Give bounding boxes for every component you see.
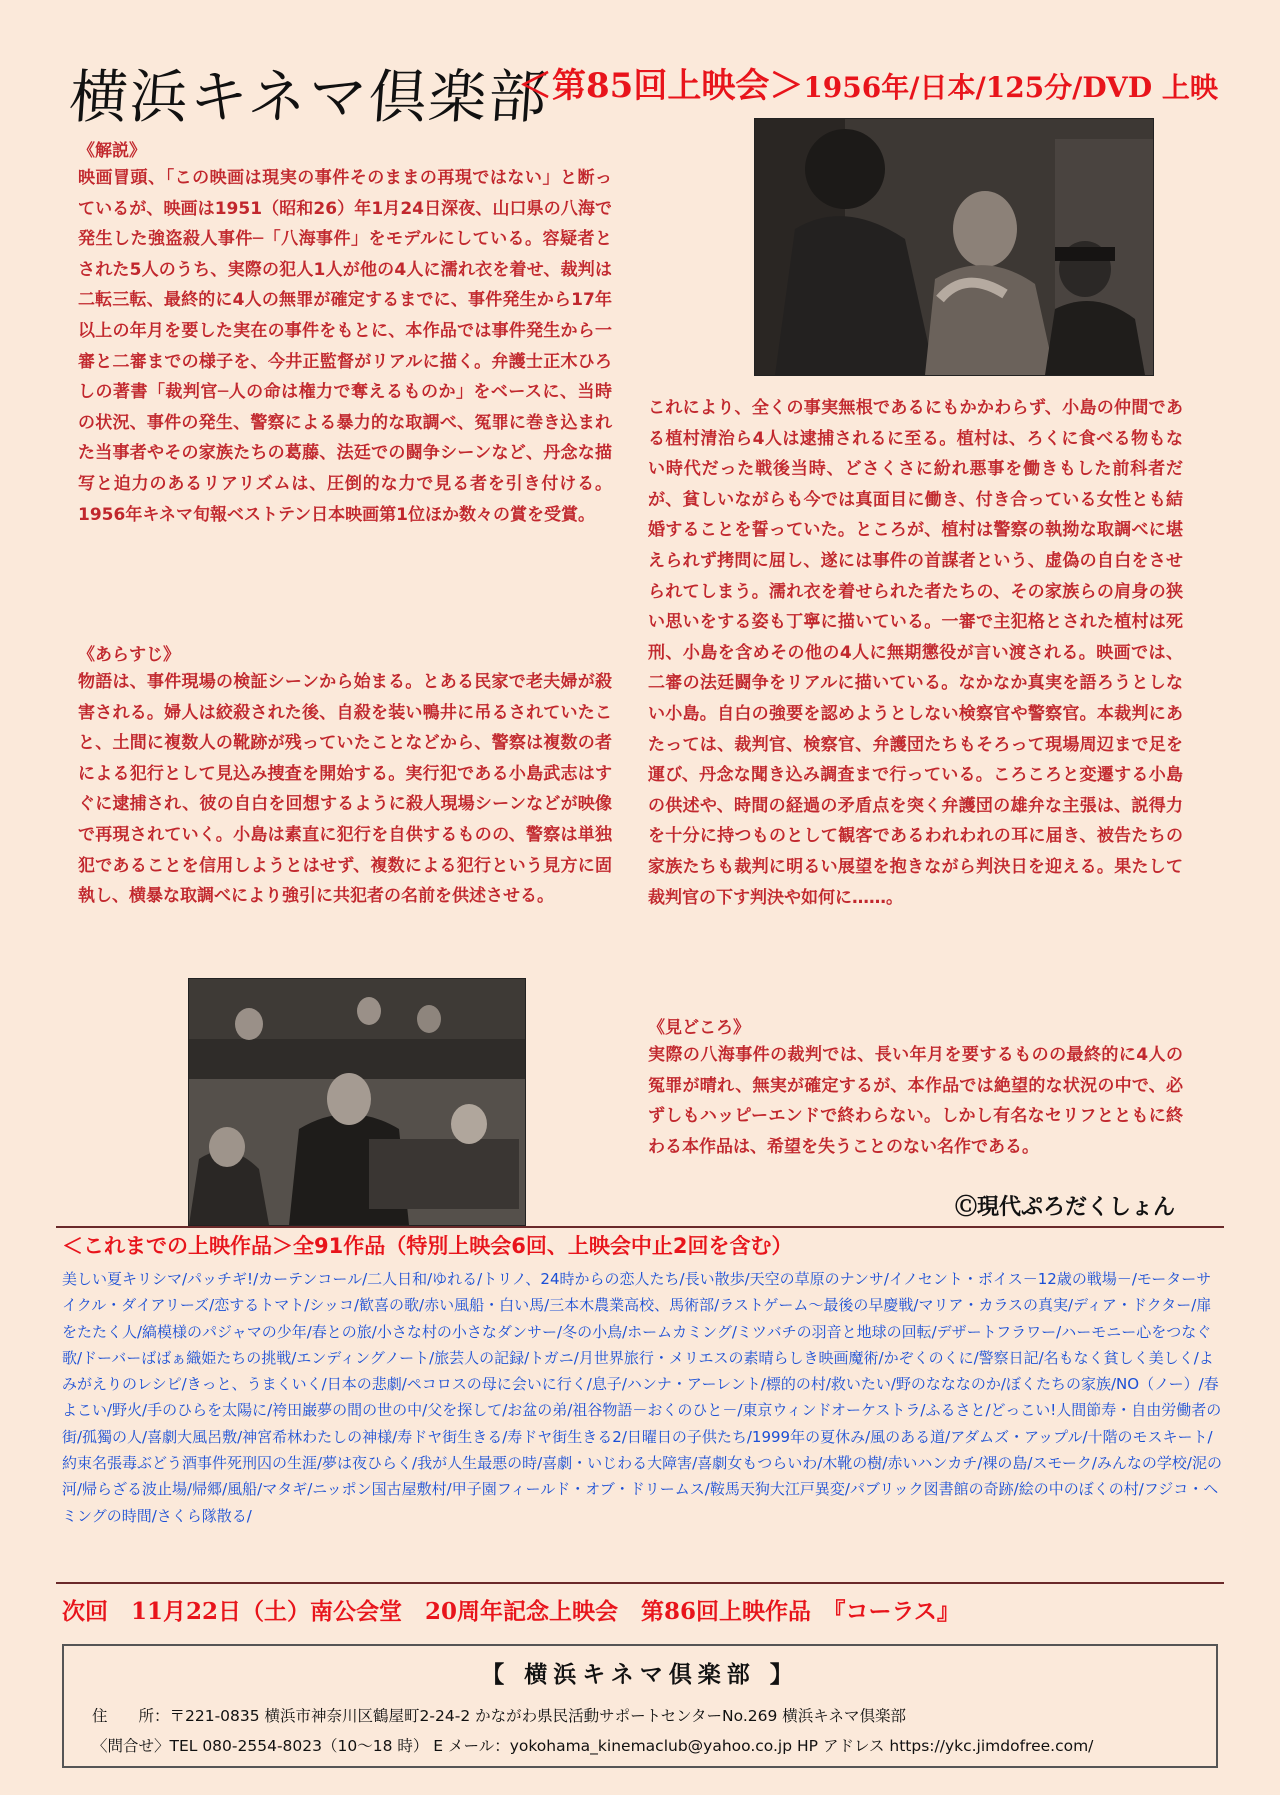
copyright-notice: Ⓒ現代ぷろだくしょん [955,1195,1176,1220]
midokoro-text: 実際の八海事件の裁判では、長い年月を要するものの最終的に4人の冤罪が晴れ、無実が確定するが、本作品では絶望的な状況の中で、必ずしもハッピーエンドで終わらない。しかし有名なセリフとともに終わる本作品は、希望を失うことのない名作である。 [648,1045,1183,1157]
contact-address: 住 所：〒221-0835 横浜市神奈川区鶴屋町2-24-2 かながわ県民活動サポートセンターNo.269 横浜キネマ倶楽部 [92,1707,906,1725]
kaisetsu-text: 映画冒頭、「この映画は現実の事件そのままの再現ではない」と断っているが、映画は1951（昭和26）年1月24日深夜、山口県の八海で発生した強盗殺人事件─「八海事件」をモデルにしている。容疑者とされた5人のうち、実際の犯人1人が他の4人に濡れ衣を着せ、裁判は二転三転、最終的に4人の無罪が確定するまでに、事件発生から17年以上の年月を要した実在の事件をもとに、本作品では事件発生から一審と二審までの様子を、今井正監督がリアルに描く。弁護士正木ひろしの著書「裁判官─人の命は権力で奪えるものか」をベースに、当時の状況、事件の発生、警察による暴力的な取調べ、冤罪に巻き込まれた当事者やその家族たちの葛藤、法廷での闘争シーンなど、丹念な描写と迫力のあるリアリズムは、圧倒的な力で見る者を引き付ける。1956年キネマ旬報ベストテン日本映画第1位ほか数々の賞を受賞。 [78,168,612,525]
screening-title [518,58,1218,107]
section-heading-kaisetsu: 《解説》 [78,141,146,161]
section-heading-midokoro: 《見どころ》 [648,1018,750,1038]
arasuji-text: 物語は、事件現場の検証シーンから始まる。とある民家で老夫婦が殺害される。婦人は絞殺された後、自殺を装い鴨井に吊るされていたこと、土間に複数人の靴跡が残っていたことなどから、警察は複数の者による犯行として見込み捜査を開始する。実行犯である小島武志はすぐに逮捕され、彼の自白を回想するように殺人現場シーンなどが映像で再現されていく。小島は素直に犯行を自供するものの、警察は単独犯であることを信用しようとはせず、複数による犯行という見方に固執し、横暴な取調べにより強引に共犯者の名前を供述させる。 [78,672,612,907]
section-heading-arasuji: 《あらすじ》 [78,645,180,665]
story-continuation-text: これにより、全くの事実無根であるにもかかわらず、小島の仲間である植村清治ら4人は逮捕されるに至る。植村は、ろくに食べる物もない時代だった戦後当時、どさくさに紛れ悪事を働きもした前科者だが、貧しいながらも今では真面目に働き、付き合っている女性とも結婚することを誓っていた。ところが、植村は警察の執拗な取調べに堪えられず拷問に屈し、遂には事件の首謀者という、虚偽の自白をさせられてしまう。濡れ衣を着せられた者たちの、その家族らの肩身の狭い思いをする姿も丁寧に描いている。一審で主犯格とされた植村は死刑、小島を含めその他の4人に無期懲役が言い渡される。映画では、二審の法廷闘争をリアルに描いている。なかなか真実を語ろうとしない小島。自白の強要を認めようとしない検察官や警察官。本裁判にあたっては、裁判官、検察官、弁護団たちもそろって現場周辺まで足を運び、丹念な聞き込み調査まで行っている。ころころと変遷する小島の供述や、時間の経過の矛盾点を突く弁護団の雄弁な主張は、説得力を十分に持つものとして観客であるわれわれの耳に届き、被告たちの家族たちも裁判に明るい展望を抱きながら判決日を迎える。果たして裁判官の下す判決や如何に……。 [648,398,1183,908]
next-screening-announcement: 次回 11月22日（土）南公会堂 20周年記念上映会 第86回上映作品 『コーラス』 [62,1598,960,1625]
past-screenings-list: 美しい夏キリシマ/パッチギ!/カーテンコール/二人日和/ゆれる/トリノ、24時からの恋人たち/長い散歩/天空の草原のナンサ/イノセント・ボイス－12歳の戦場－/モーターサイクル・ダイアリーズ/恋するトマト/シッコ/歓喜の歌/赤い風船・白い馬/三本木農業高校、馬術部/ラストゲーム～最後の早慶戦/マリア・カラスの真実/ディア・ドクター/扉をたたく人/縞模様のパジャマの少年/春との旅/小さな村の小さなダンサー/冬の小鳥/ホームカミング/ミツバチの羽音と地球の回転/デザートフラワー/ハーモニー心をつなぐ歌/ドーバーばばぁ織姫たちの挑戦/エンディングノート/旅芸人の記録/トガニ/月世界旅行・メリエスの素晴らしき映画魔術/かぞくのくに/警察日記/名もなく貧しく美しく/よみがえりのレシピ/きっと、うまくいく/日本の悲劇/ペコロスの母に会いに行く/息子/ハンナ・アーレント/標的の村/救いたい/野のなななのか/ぼくたちの家族/NO（ノー）/春よこい/野火/手のひらを太陽に/袴田巌夢の間の世の中/父を探して/お盆の弟/祖谷物語－おくのひと－/東京ウィンドオーケストラ/ふるさと/どっこい!人間節寿・自由労働者の街/孤獨の人/喜劇大風呂敷/神宮希林わたしの神様/寿ドヤ街生きる/寿ドヤ街生きる2/日曜日の子供たち/1999年の夏休み/風のある道/アダムズ・アップル/十階のモスキート/約束名張毒ぶどう酒事件死刑囚の生涯/夢は夜ひらく/我が人生最悪の時/喜劇・いじわる大障害/喜劇女もつらいわ/木靴の樹/赤いハンカチ/裸の島/スモーク/みんなの学校/泥の河/帰らざる波止場/帰郷/風船/マタギ/ニッポン国古屋敷村/甲子園フィールド・オブ・ドリームス/鞍馬天狗大江戸異変/パブリック図書館の奇跡/絵の中のぼくの村/フジコ・ヘミングの時間/さくら隊散る/ [62,1270,1222,1525]
screening-number: ＜第85回上映会＞ [518,66,804,106]
film-still-courtroom [188,978,526,1226]
divider-line [56,1226,1224,1228]
contact-club-name: 【 横浜キネマ倶楽部 】 [481,1662,799,1688]
past-screenings-title: ＜これまでの上映作品＞全91作品（特別上映会6回、上映会中止2回を含む） [62,1234,793,1258]
contact-inquiry: 〈問合せ〉TEL 080-2554-8023（10～18 時） E メール：yokohama_kinemaclub@yahoo.co.jp HP アドレス https://ykc.jimdofree.com/ [92,1737,1094,1755]
club-logo: 横浜キネマ倶楽部 [67,63,551,131]
contact-box [62,1644,1218,1768]
divider-line [56,1582,1224,1584]
screening-info: 1956年/日本/125分/DVD 上映 [803,71,1218,104]
film-still-interrogation [754,118,1154,376]
